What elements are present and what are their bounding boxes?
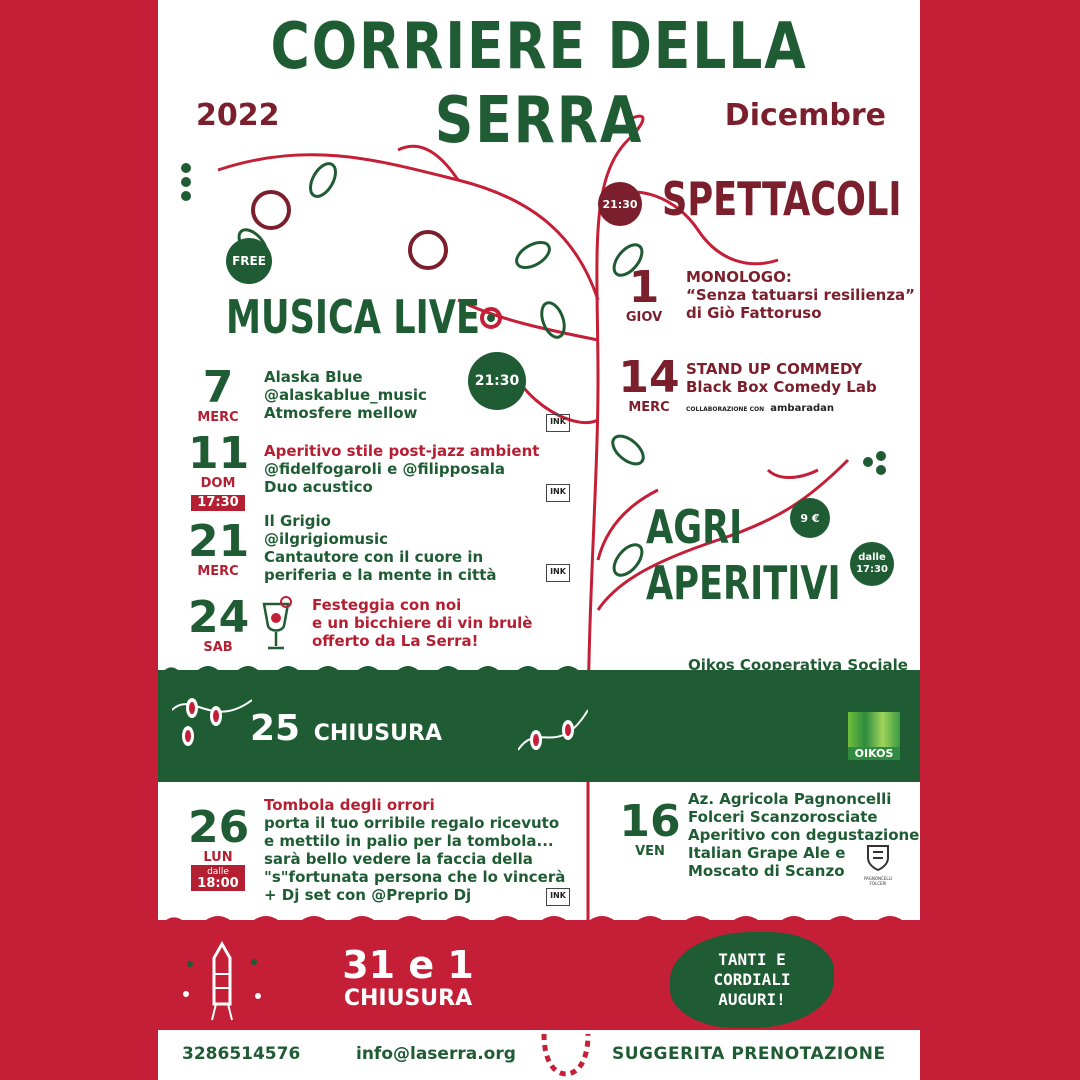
- musica-live-title: MUSICA LIVE: [226, 290, 481, 344]
- ink-logo: INK: [546, 414, 570, 432]
- event-7-details: [264, 368, 427, 422]
- oikos-logo-text: OIKOS: [848, 747, 900, 760]
- musica-time-label: 21:30: [474, 373, 520, 389]
- event-line: sarà bello vedere la faccia della: [264, 850, 533, 868]
- day-number: 1: [628, 262, 660, 313]
- closure-25-day: 25: [250, 708, 301, 749]
- event-26-details: [264, 796, 565, 904]
- event-line: STAND UP COMMEDY: [686, 360, 863, 378]
- weekday: MERC: [628, 400, 670, 415]
- wave-edge: [158, 662, 588, 678]
- event-line: MONOLOGO:: [686, 268, 792, 286]
- closure-25-text: [250, 708, 442, 749]
- time-box: 17:30: [191, 495, 244, 511]
- ink-logo: INK: [546, 564, 570, 582]
- event-line: e un bicchiere di vin brulè: [312, 614, 533, 632]
- ink-logo: INK: [546, 484, 570, 502]
- day-number: 7: [202, 362, 234, 413]
- price-label: 9 €: [800, 511, 820, 525]
- day-24: [188, 592, 250, 655]
- event-line: Aperitivo in abbinamento: [688, 692, 904, 710]
- event-line: + Dj set con @Preprio Dj: [264, 886, 472, 904]
- day-11: [188, 428, 250, 511]
- weekday: VEN: [635, 844, 665, 859]
- event-line: Aperitivo con degustazione: [688, 826, 920, 844]
- closure-31-dates: 31 e 1: [342, 943, 474, 987]
- event-line: a vini biologici: [688, 710, 811, 728]
- event-line: periferia e la mente in città: [264, 566, 497, 584]
- event-line: porta il tuo orribile regalo ricevuto: [264, 814, 560, 832]
- event-24-details: [312, 596, 532, 650]
- event-11-details: [264, 442, 539, 496]
- day-number: 14: [618, 352, 680, 403]
- collab-line: [686, 400, 877, 419]
- event-line: "s"fortunata persona che lo vincerà: [264, 868, 566, 886]
- price-badge: [790, 498, 830, 538]
- event-headline: Tombola degli orrori: [264, 796, 435, 814]
- agri-time-badge: [850, 542, 894, 586]
- event-line: Atmosfere mellow: [264, 404, 418, 422]
- spettacoli-event-1-details: [686, 268, 915, 322]
- agri-day-2: [620, 672, 676, 735]
- day-number: 21: [188, 516, 250, 567]
- day-1: [614, 262, 674, 325]
- spettacoli-title: SPETTACOLI: [662, 172, 902, 226]
- day-number: 24: [188, 592, 250, 643]
- agri-time-value: 17:30: [856, 564, 888, 575]
- auguri-badge: [670, 932, 834, 1028]
- spettacoli-time-label: 21:30: [602, 197, 638, 211]
- footer-phone[interactable]: 3286514576: [182, 1044, 301, 1064]
- day-26: [188, 802, 250, 891]
- event-line: Il Grigio: [264, 512, 331, 530]
- footer-note: SUGGERITA PRENOTAZIONE: [612, 1044, 886, 1064]
- day-number: 26: [188, 802, 250, 853]
- string-lights-left-icon: [172, 680, 252, 750]
- month-label: Dicembre: [724, 98, 886, 133]
- closure-31-text: [318, 944, 498, 1011]
- ink-logo: INK: [546, 888, 570, 906]
- pagnoncelli-logo: [858, 842, 898, 894]
- event-headline: Aperitivo stile post-jazz ambient: [264, 442, 540, 460]
- oikos-logo: [848, 712, 900, 760]
- time-box: [191, 865, 244, 891]
- event-line: bergamaschi: [688, 728, 797, 746]
- event-line: @ilgrigiomusic: [264, 530, 389, 548]
- pagnoncelli-logo-text: PAGNONCELLI FOLCERI: [863, 876, 892, 886]
- event-line: di Giò Fattoruso: [686, 304, 822, 322]
- event-line: Alaska Blue: [264, 368, 363, 386]
- free-badge: [226, 238, 272, 284]
- weekday: DOM: [200, 476, 236, 491]
- year-label: 2022: [196, 98, 280, 133]
- weekday: MERC: [197, 410, 239, 425]
- weekday: VEN: [633, 720, 663, 735]
- spettacoli-event-14-details: [686, 360, 877, 419]
- crest-icon: [863, 842, 893, 872]
- event-line: Folceri Scanzorosciate: [688, 808, 878, 826]
- poster-title: CORRIERE DELLA SERRA: [270, 10, 808, 158]
- weekday: SAB: [203, 640, 233, 655]
- event-line: Cantautore con il cuore in: [264, 548, 484, 566]
- collab-label: COLLABORAZIONE CON: [686, 406, 765, 413]
- free-badge-label: FREE: [232, 254, 266, 268]
- day-number: 2: [632, 672, 664, 723]
- time-value: 18:00: [197, 876, 239, 891]
- event-line: Moscato di Scanzo: [688, 862, 845, 880]
- event-line: Oikos Cooperativa Sociale: [688, 656, 908, 674]
- auguri-line-2: CORDIALI: [713, 970, 791, 989]
- time-prefix: dalle: [207, 867, 229, 877]
- event-line: Festeggia con noi: [312, 596, 462, 614]
- musica-time-badge: [468, 352, 526, 410]
- closure-25-label: CHIUSURA: [313, 721, 442, 746]
- closure-31-label: CHIUSURA: [343, 986, 473, 1011]
- agri-day-16: [618, 796, 682, 859]
- day-21: [188, 516, 250, 579]
- auguri-line-1: TANTI E: [718, 950, 786, 969]
- event-line: @fidelfogaroli e @filipposala: [264, 460, 505, 478]
- agri-title-1: AGRI: [646, 500, 743, 554]
- spettacoli-time-badge: [598, 182, 642, 226]
- weekday: LUN: [203, 850, 233, 865]
- agri-title-2: APERITIVI: [646, 556, 841, 610]
- mulled-wine-glass-icon: [258, 592, 294, 652]
- event-line: Duo acustico: [264, 478, 373, 496]
- day-7: [188, 362, 248, 425]
- firework-rocket-icon: [176, 934, 268, 1026]
- event-line: Az. Agricola Pagnoncelli: [688, 790, 892, 808]
- agri-time-prefix: dalle: [858, 552, 886, 563]
- wave-edge: [158, 912, 920, 928]
- string-lights-right-icon: [518, 700, 588, 770]
- footer-email[interactable]: info@laserra.org: [356, 1044, 516, 1064]
- weekday: MERC: [197, 564, 239, 579]
- event-line: @alaskablue_music: [264, 386, 427, 404]
- candy-cane-icon: [536, 1024, 596, 1080]
- event-line: Black Box Comedy Lab: [686, 378, 877, 396]
- event-line: e mettilo in palio per la tombola...: [264, 832, 554, 850]
- event-line: offerto da La Serra!: [312, 632, 479, 650]
- weekday: GIOV: [625, 310, 663, 325]
- ambaradan-logo: ambaradan: [770, 403, 835, 414]
- poster: [158, 0, 920, 1080]
- event-line: “Senza tatuarsi resilienza”: [686, 286, 916, 304]
- event-21-details: [264, 512, 497, 584]
- event-line: Villa d’Alme: [688, 674, 790, 692]
- day-number: 11: [188, 428, 250, 479]
- day-number: 16: [619, 796, 681, 847]
- day-14: [614, 352, 684, 415]
- auguri-line-3: AUGURI!: [718, 990, 786, 1009]
- event-line: Italian Grape Ale e: [688, 844, 846, 862]
